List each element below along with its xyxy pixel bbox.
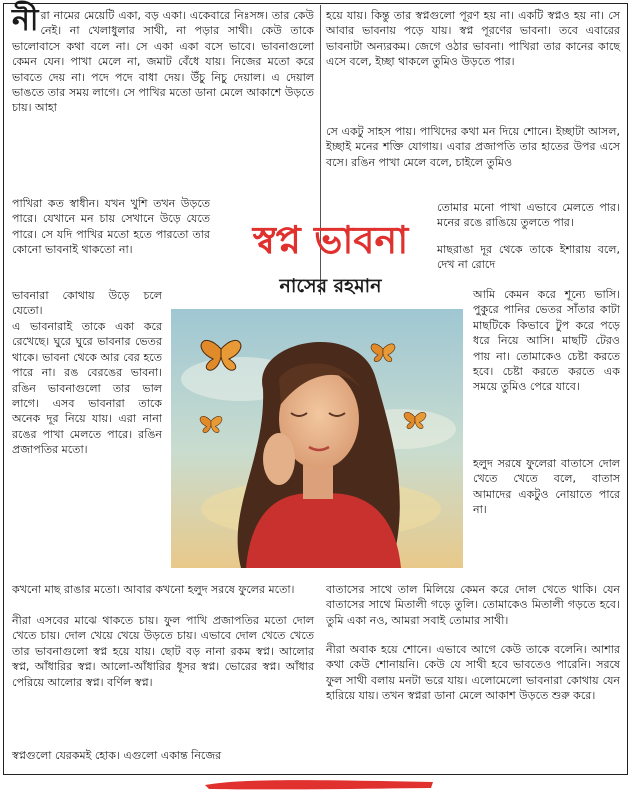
para-5: কখনো মাছ রাঙার মতো। আবার কখনো হলুদ সরষে ফুলের মতো।	[12, 583, 295, 596]
author-name: নাসের রহমান	[279, 275, 382, 297]
para-12: আমি কেমন করে শূন্যে ভাসি। পুকুরে পানির ভেতর সাঁতার কাটা মাছটিকে কিভাবে টুপ করে পড়ে ধরে নিয়ে আসি। মাছটি টেরও পায় না। তোমাকেও চেষ্টা করতে হবে। চেষ্টা করতে করতে এক সময়ে তুমিও পেরে যাবে।	[473, 288, 620, 394]
para-1	[12, 3, 314, 116]
footer-brush-stroke	[205, 776, 433, 790]
para-9: সে একটু সাহস পায়। পাখিদের কথা মন দিয়ে শোনে। ইচ্ছাটা আসল, ইচ্ছাই মনের শক্তি যোগায়। এবার প্রজাপতি তার হাতের উপর এসে বসে। রঙিন পাখা মেলে বলে, চাইলে তুমিও	[326, 125, 620, 169]
para-10: তোমার মনো পাখা এভাবে মেলতে পার। মনের রঙে রাঙিয়ে তুলতে পার।	[437, 201, 620, 230]
hand	[263, 433, 295, 485]
para-7: স্বপ্নগুলো যেরকমই হোক। এগুলো একান্ত নিজের	[12, 749, 222, 762]
dropcap: নী	[12, 3, 39, 38]
article-title: স্বপ্ন ভাবনা	[252, 217, 409, 262]
para-13: হলুদ সরষে ফুলেরা বাতাসে দোল খেতে খেতে বলে, বাতাস আমাদের একটুও নোয়াতে পারে না।	[473, 457, 620, 517]
para-6: নীরা এসবের মাঝে থাকতে চায়। ফুল পাখি প্রজাপতির মতো দোল খেতে চায়। দোল খেয়ে খেয়ে উড়তে চায়। এভাবে দোল খেতে খেতে তার ভাবনাগুলো স্বপ্ন হয়ে যায়। ছোট বড় নানা রকম স্বপ্ন। আলোর স্বপ্ন, আঁধারির স্বপ্ন। আলো-আঁধারির ধূসর স্বপ্ন। ভোরের স্বপ্ন। আঁধার পেরিয়ে আলোর স্বপ্ন। বর্ণিল স্বপ্ন।	[12, 614, 314, 689]
para-3: ভাবনারা কোথায় উড়ে চলে যেতো।	[12, 289, 162, 318]
para-11: মাছরাঙা দূর থেকে তাকে ইশারায় বলে, দেখ না রোদে	[437, 243, 620, 272]
illustration-girl-butterflies	[171, 309, 463, 568]
para-1-text: রা নামের মেয়েটি একা, বড় একা। একেবারে নিঃসঙ্গ। তার কেউ নেই। না খেলাধুলার সাথী, না পড়ার সাথী। কেউ তাকে ভালোবাসে কথা বলে না। সে একা একা বসে ভাবে। ভাবনাগুলো কেমন যেন। পাখা মেলে না, জমাট বেঁধে যায়। নিজের মতো করে ভাবতে দেয় না। পদে পদে বাধা দেয়। উঁচু নিচু দেয়াল। এ দেয়াল ভাঙতে তার সময় লাগে। সে পাখির মতো ডানা মেলে আকাশে উড়তে চায়। আহা	[12, 9, 314, 115]
para-2: পাখিরা কত স্বাধীন। যখন খুশি তখন উড়তে পারে। যেখানে মন চায় সেখানে উড়ে যেতে পারে। সে যদি পাখির মতো হতে পারতো তার কোনো ভাবনাই থাকতো না।	[12, 197, 210, 257]
para-15: নীরা অবাক হয়ে শোনে। এভাবে আগে কেউ তাকে বলেনি। আশার কথা কেউ শোনায়নি। কেউ যে সাথী হবে ভাবতেও পারেনি। সরষে ফুল সাথী বলায় মনটা ভরে যায়। এলোমেলো ভাবনারা কোথায় যেন হারিয়ে যায়। তখন স্বপ্নরা ডানা মেলে আকাশ উড়তে শুরু করে।	[326, 643, 620, 703]
para-4: এ ভাবনারাই তাকে একা করে রেখেছে। ঘুরে ঘুরে ভাবনার ভেতর থাকে। ভাবনা থেকে আর বের হতে পারে না। রঙ বেরঙের ভাবনা। রঙিন ভাবনাগুলো তার ভাল লাগে। এসব ভাবনারা তাকে অনেক দূর নিয়ে যায়। এরা নানা রঙের পাখা মেলতে পারে। রঙিন প্রজাপতির মতো।	[12, 320, 162, 457]
para-8: হয়ে যায়। কিন্তু তার স্বপ্নগুলো পূরণ হয় না। একটি স্বপ্নও হয় না। সে আবার ভাবনায় পড়ে যায়। স্বপ্ন পূরণের ভাবনা। তবে এবারের ভাবনাটা অন্যরকম। জেগে ওঠার ভাবনা। পাখিরা তার কানের কাছে এসে বলে, ইচ্ছা থাকলে তুমিও উড়তে পার।	[326, 9, 620, 69]
para-14: বাতাসের সাথে তাল মিলিয়ে কেমন করে দোল খেতে থাকি। যেন বাতাসের সাথে মিতালী গড়ে তুলি। তোমাকেও মিতালী গড়তে হবে। তুমি একা নও, আমরা সবাই তোমার সাথী।	[326, 583, 620, 627]
